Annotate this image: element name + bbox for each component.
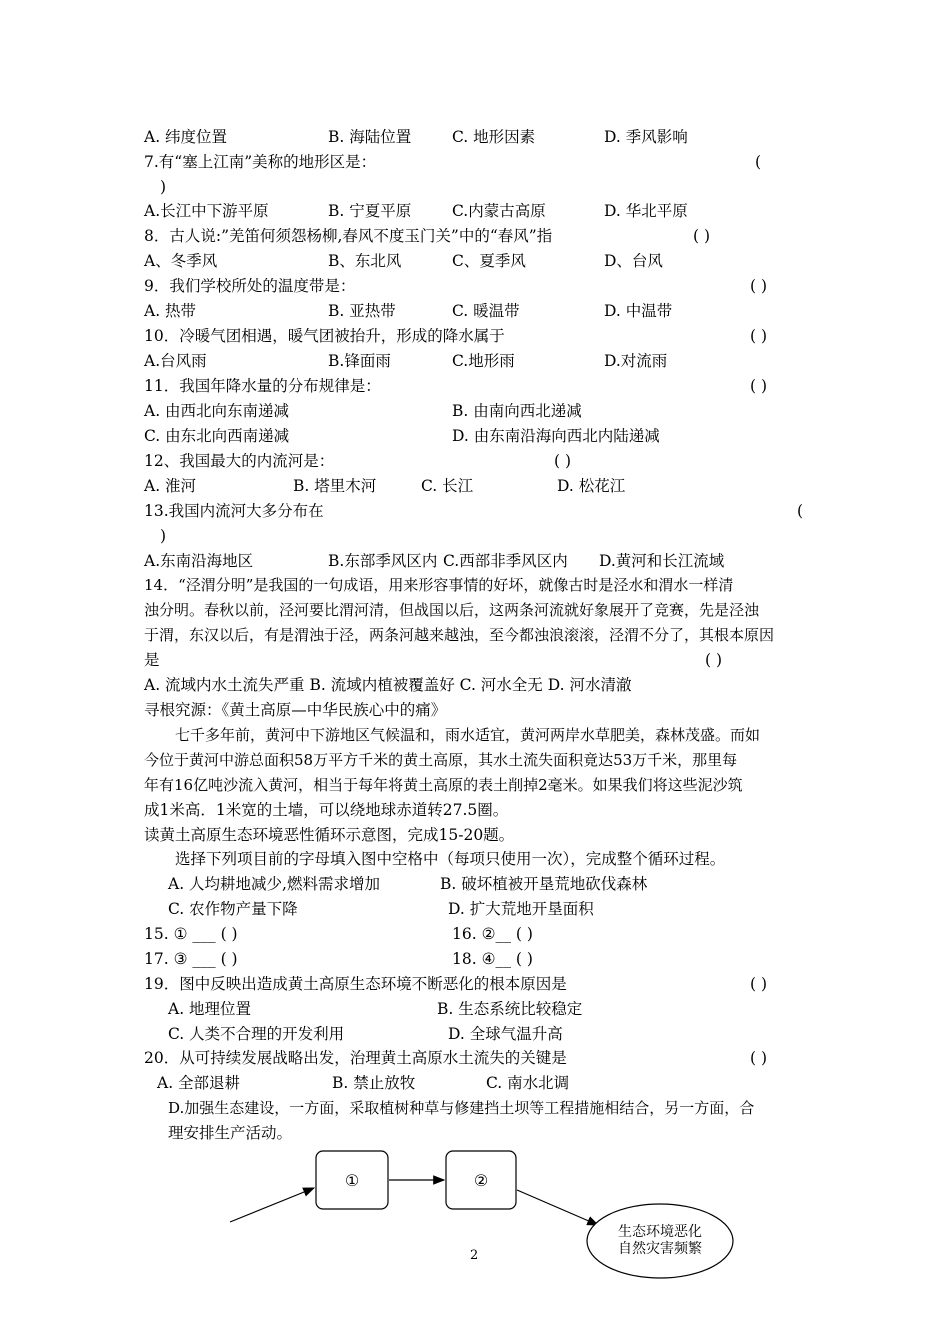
- q13-option-a: A.东南沿海地区: [144, 552, 254, 570]
- q10-option-a: A.台风雨: [144, 352, 207, 370]
- q16: 16. ②__ ( ): [452, 925, 533, 943]
- q14-paren: ( ): [705, 651, 723, 669]
- q7-option-a: A.长江中下游平原: [144, 202, 269, 220]
- passage-line-2: 今位于黄河中游总面积58万平方千米的黄土高原，其水土流失面积竟达53万千米，那里每: [144, 751, 738, 769]
- q19-option-b: B. 生态系统比较稳定: [437, 1000, 583, 1018]
- q14-line-4: 是: [144, 651, 160, 669]
- q19-option-d: D. 全球气温升高: [448, 1025, 563, 1043]
- passage-line-3: 年有16亿吨沙流入黄河，相当于每年将黄土高原的表土削掉2毫米。如果我们将这些泥沙筑: [144, 776, 743, 794]
- q13-paren-open: (: [797, 502, 804, 520]
- q20-stem: 20．从可持续发展战略出发，治理黄土高原水土流失的关键是: [144, 1049, 567, 1067]
- q19-paren: ( ): [750, 975, 768, 993]
- q20-option-d-line-1: D.加强生态建设，一方面，采取植树种草与修建挡土坝等工程措施相结合，另一方面，合: [168, 1099, 755, 1117]
- q7-paren-close: ): [160, 178, 167, 196]
- q20-paren: ( ): [750, 1049, 768, 1067]
- item-option-a: A. 人均耕地减少,燃料需求增加: [168, 875, 380, 893]
- q9-stem: 9．我们学校所处的温度带是：: [144, 277, 356, 295]
- q14-line-1: 14．“泾渭分明”是我国的一句成语，用来形容事情的好坏，就像古时是泾水和渭水一样清: [144, 576, 734, 594]
- page-number: 2: [470, 1248, 479, 1263]
- q13-paren-close: ): [160, 527, 167, 545]
- ellipse-line-2: 自然灾害频繁: [618, 1241, 702, 1257]
- q8-option-d: D、台风: [604, 252, 663, 270]
- q9-option-c: C. 暖温带: [452, 302, 520, 320]
- passage-intro: 读黄土高原生态环境恶性循环示意图，完成15-20题。: [144, 826, 515, 844]
- q19-stem: 19．图中反映出造成黄土高原生态环境不断恶化的根本原因是: [144, 975, 567, 993]
- passage-title: 寻根究源：《黄土高原—中华民族心中的痛》: [144, 701, 447, 719]
- q11-option-c: C. 由东北向西南递减: [144, 427, 290, 445]
- q11-stem: 11．我国年降水量的分布规律是：: [144, 377, 381, 395]
- passage-instruction: 选择下列项目前的字母填入图中空格中（每项只使用一次），完成整个循环过程。: [175, 850, 726, 868]
- item-option-c: C. 农作物产量下降: [168, 900, 298, 918]
- item-option-b: B. 破坏植被开垦荒地砍伐森林: [440, 875, 648, 893]
- q7-paren-open: (: [755, 153, 762, 171]
- ellipse-line-1: 生态环境恶化: [618, 1224, 702, 1240]
- q10-stem: 10．冷暖气团相遇，暖气团被抬升，形成的降水属于: [144, 327, 505, 345]
- passage-line-1: 七千多年前，黄河中下游地区气候温和，雨水适宜，黄河两岸水草肥美，森林茂盛。而如: [175, 726, 761, 744]
- q19-option-a: A. 地理位置: [168, 1000, 252, 1018]
- q7-option-c: C.内蒙古高原: [452, 202, 546, 220]
- q12-option-c: C. 长江: [421, 477, 474, 495]
- q8-option-c: C、夏季风: [452, 252, 526, 270]
- q12-option-d: D. 松花江: [557, 477, 626, 495]
- q20-option-b: B. 禁止放牧: [332, 1074, 416, 1092]
- q6-option-b: B. 海陆位置: [328, 128, 412, 146]
- q10-option-b: B.锋面雨: [328, 352, 391, 370]
- q11-option-b: B. 由南向西北递减: [452, 402, 582, 420]
- arrow-box2-to-ellipse: [517, 1190, 598, 1225]
- q8-paren: ( ): [693, 227, 711, 245]
- q13-option-c: C.西部非季风区内: [443, 552, 568, 570]
- q20-option-a: A. 全部退耕: [157, 1074, 241, 1092]
- q14-line-2: 浊分明。春秋以前，泾河要比渭河清，但战国以后，这两条河流就好象展开了竞赛，先是泾浊: [144, 601, 760, 619]
- q12-option-b: B. 塔里木河: [293, 477, 377, 495]
- q10-option-d: D.对流雨: [604, 352, 668, 370]
- q18: 18. ④__ ( ): [452, 950, 533, 968]
- q9-option-b: B. 亚热带: [328, 302, 396, 320]
- q11-option-d: D. 由东南沿海向西北内陆递减: [452, 427, 660, 445]
- cycle-box-2-label: ②: [473, 1171, 489, 1190]
- q12-paren: ( ): [554, 452, 572, 470]
- q19-option-c: C. 人类不合理的开发利用: [168, 1025, 345, 1043]
- q20-option-c: C. 南水北调: [486, 1074, 570, 1092]
- q15: 15. ① ___ ( ): [144, 925, 238, 943]
- q9-option-a: A. 热带: [144, 302, 197, 320]
- q14-options: A. 流域内水土流失严重 B. 流域内植被覆盖好 C. 河水全无 D. 河水清澈: [144, 676, 632, 694]
- q13-option-b: B.东部季风区内: [328, 552, 438, 570]
- q6-option-c: C. 地形因素: [452, 128, 536, 146]
- q13-stem: 13.我国内流河大多分布在: [144, 502, 324, 520]
- q10-option-c: C.地形雨: [452, 352, 515, 370]
- q13-option-d: D.黄河和长江流域: [599, 552, 725, 570]
- q8-stem: 8．古人说:”羌笛何须怨杨柳,春风不度玉门关”中的“春风”指: [144, 227, 553, 245]
- q6-option-a: A. 纬度位置: [144, 128, 228, 146]
- q17: 17. ③ ___ ( ): [144, 950, 238, 968]
- q9-option-d: D. 中温带: [604, 302, 673, 320]
- q10-paren: ( ): [750, 327, 768, 345]
- q11-option-a: A. 由西北向东南递减: [144, 402, 290, 420]
- q12-option-a: A. 淮河: [144, 477, 197, 495]
- q12-stem: 12、我国最大的内流河是：: [144, 452, 335, 470]
- q6-option-d: D. 季风影响: [604, 128, 688, 146]
- q7-option-b: B. 宁夏平原: [328, 202, 412, 220]
- q7-stem: 7.有“塞上江南”美称的地形区是：: [144, 153, 377, 171]
- arrow-into-box1: [230, 1188, 314, 1222]
- q8-option-b: B、东北风: [328, 252, 402, 270]
- q14-line-3: 于渭，东汉以后，有是渭浊于泾，两条河越来越浊，至今都浊浪滚滚，泾渭不分了，其根本原因: [144, 626, 775, 644]
- q8-option-a: A、冬季风: [144, 252, 218, 270]
- q9-paren: ( ): [750, 277, 768, 295]
- q20-option-d-line-2: 理安排生产活动。: [168, 1124, 293, 1142]
- item-option-d: D. 扩大荒地开垦面积: [448, 900, 594, 918]
- passage-line-4: 成1米高．1米宽的土墙，可以绕地球赤道转27.5圈。: [144, 801, 509, 819]
- q11-paren: ( ): [750, 377, 768, 395]
- cycle-box-1-label: ①: [344, 1171, 360, 1190]
- q7-option-d: D. 华北平原: [604, 202, 688, 220]
